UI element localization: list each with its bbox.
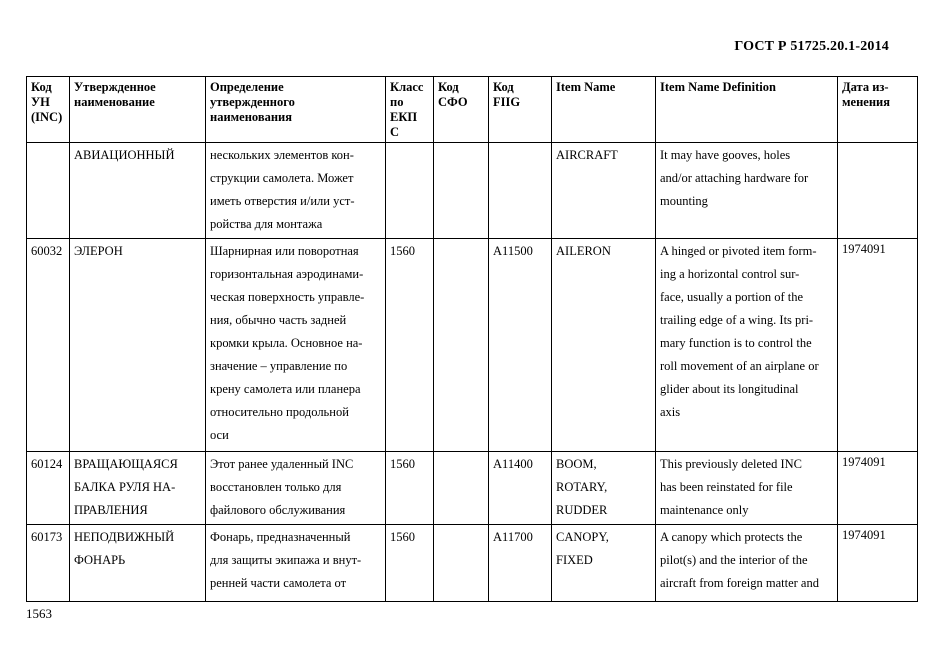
header-row (27, 77, 918, 143)
fiig-cell (489, 143, 552, 239)
cell-line: файлового обслуживания (210, 503, 346, 517)
cell-line: НЕПОДВИЖНЫЙ (74, 530, 175, 544)
fiig-cell: A11700 (489, 525, 552, 602)
header-line: Определение (210, 80, 284, 94)
header-line: Item Name Definition (660, 80, 776, 94)
cell-line: axis (660, 405, 681, 419)
item-name-cell (552, 525, 656, 602)
header-line: менения (842, 95, 890, 109)
cell-line: It may have gooves, holes (660, 148, 791, 162)
cell-line: mary function is to control the (660, 336, 812, 350)
header-line: Код (493, 80, 514, 94)
cell-line: ФОНАРЬ (74, 553, 126, 567)
item-name-cell (552, 239, 656, 452)
sfo-cell (434, 143, 489, 239)
header-col-approved-name (70, 77, 206, 143)
cell-line: ренней части самолета от (210, 576, 347, 590)
cell-line: pilot(s) and the interior of the (660, 553, 808, 567)
header-col-item-name (552, 77, 656, 143)
cell-line: ния, обычно часть задней (210, 313, 347, 327)
definition-cell (206, 143, 386, 239)
table-header (27, 77, 918, 143)
inc-code-cell: 60124 (27, 452, 70, 525)
header-line: Дата из- (842, 80, 889, 94)
cell-line: glider about its longitudinal (660, 382, 799, 396)
cell-line: BOOM, (556, 457, 597, 471)
header-line: Код (438, 80, 459, 94)
cell-line: нескольких элементов кон- (210, 148, 354, 162)
cell-line: Фонарь, предназначенный (210, 530, 351, 544)
header-col-inc (27, 77, 70, 143)
cell-line: trailing edge of a wing. Its pri- (660, 313, 814, 327)
item-name-cell (552, 143, 656, 239)
table-body (27, 143, 918, 602)
cell-line: кромки крыла. Основное на- (210, 336, 363, 350)
header-line: ЕКП (390, 110, 418, 124)
fiig-cell: A11500 (489, 239, 552, 452)
header-line: FIIG (493, 95, 521, 109)
change-date-cell: 1974091 (838, 239, 918, 452)
inc-code-cell (27, 143, 70, 239)
table-row (27, 143, 918, 239)
cell-line: This previously deleted INC (660, 457, 802, 471)
header-line: СФО (438, 95, 468, 109)
change-date-cell: 1974091 (838, 525, 918, 602)
cell-line: относительно продольной (210, 405, 349, 419)
header-col-item-definition (656, 77, 838, 143)
inc-code-cell: 60032 (27, 239, 70, 452)
header-line: наименования (210, 110, 293, 124)
item-definition-cell (656, 239, 838, 452)
cell-line: струкции самолета. Может (210, 171, 354, 185)
cell-line: ВРАЩАЮЩАЯСЯ (74, 457, 178, 471)
cell-line: Шарнирная или поворотная (210, 244, 359, 258)
table-row (27, 452, 918, 525)
class-cell (386, 143, 434, 239)
cell-line: A hinged or pivoted item form- (660, 244, 817, 258)
class-cell: 1560 (386, 239, 434, 452)
change-date-cell (838, 143, 918, 239)
cell-line: CANOPY, (556, 530, 609, 544)
class-cell: 1560 (386, 525, 434, 602)
inc-code-cell: 60173 (27, 525, 70, 602)
cell-line: значение – управление по (210, 359, 348, 373)
sfo-cell (434, 525, 489, 602)
cell-line: maintenance only (660, 503, 749, 517)
header-line: УН (31, 95, 50, 109)
header-line: Класс (390, 80, 424, 94)
item-definition-cell (656, 452, 838, 525)
cell-line: RUDDER (556, 503, 608, 517)
header-line: (INC) (31, 110, 63, 124)
cell-line: ПРАВЛЕНИЯ (74, 503, 148, 517)
item-name-cell (552, 452, 656, 525)
header-line: утвержденного (210, 95, 295, 109)
definition-cell (206, 452, 386, 525)
cell-line: AILERON (556, 244, 611, 258)
header-col-class (386, 77, 434, 143)
cell-line: face, usually a portion of the (660, 290, 804, 304)
header-line: Код (31, 80, 52, 94)
cell-line: mounting (660, 194, 708, 208)
approved-name-cell (70, 525, 206, 602)
cell-line: ческая поверхность управле- (210, 290, 365, 304)
header-line: по (390, 95, 404, 109)
document-standard-number: ГОСТ Р 51725.20.1-2014 (734, 39, 889, 54)
cell-line: для защиты экипажа и внут- (210, 553, 362, 567)
page-number: 1563 (26, 606, 52, 621)
header-line: наименование (74, 95, 155, 109)
sfo-cell (434, 452, 489, 525)
cell-line: has been reinstated for file (660, 480, 793, 494)
approved-name-cell (70, 452, 206, 525)
cell-line: FIXED (556, 553, 593, 567)
cell-line: ROTARY, (556, 480, 608, 494)
header-line: Item Name (556, 80, 616, 94)
item-definition-cell (656, 143, 838, 239)
cell-line: ройства для монтажа (210, 217, 323, 231)
item-definition-cell (656, 525, 838, 602)
header-line: С (390, 125, 400, 139)
header-col-date (838, 77, 918, 143)
cell-line: оси (210, 428, 229, 442)
header-line: Утвержденное (74, 80, 156, 94)
sfo-cell (434, 239, 489, 452)
cell-line: крену самолета или планера (210, 382, 361, 396)
approved-name-cell (70, 143, 206, 239)
definition-cell (206, 239, 386, 452)
class-cell: 1560 (386, 452, 434, 525)
cell-line: AIRCRAFT (556, 148, 618, 162)
cell-line: ЭЛЕРОН (74, 244, 123, 258)
cell-line: roll movement of an airplane or (660, 359, 819, 373)
cell-line: иметь отверстия и/или уст- (210, 194, 355, 208)
cell-line: АВИАЦИОННЫЙ (74, 148, 175, 162)
header-col-definition (206, 77, 386, 143)
catalog-table (26, 76, 918, 602)
cell-line: горизонтальная аэродинами- (210, 267, 364, 281)
cell-line: восстановлен только для (210, 480, 342, 494)
cell-line: БАЛКА РУЛЯ НА- (74, 480, 176, 494)
cell-line: and/or attaching hardware for (660, 171, 809, 185)
header-col-sfo (434, 77, 489, 143)
fiig-cell: A11400 (489, 452, 552, 525)
header-col-fiig (489, 77, 552, 143)
table-row (27, 525, 918, 602)
cell-line: ing a horizontal control sur- (660, 267, 800, 281)
cell-line: Этот ранее удаленный INC (210, 457, 354, 471)
cell-line: A canopy which protects the (660, 530, 803, 544)
table-row (27, 239, 918, 452)
cell-line: aircraft from foreign matter and (660, 576, 819, 590)
definition-cell (206, 525, 386, 602)
change-date-cell: 1974091 (838, 452, 918, 525)
approved-name-cell (70, 239, 206, 452)
